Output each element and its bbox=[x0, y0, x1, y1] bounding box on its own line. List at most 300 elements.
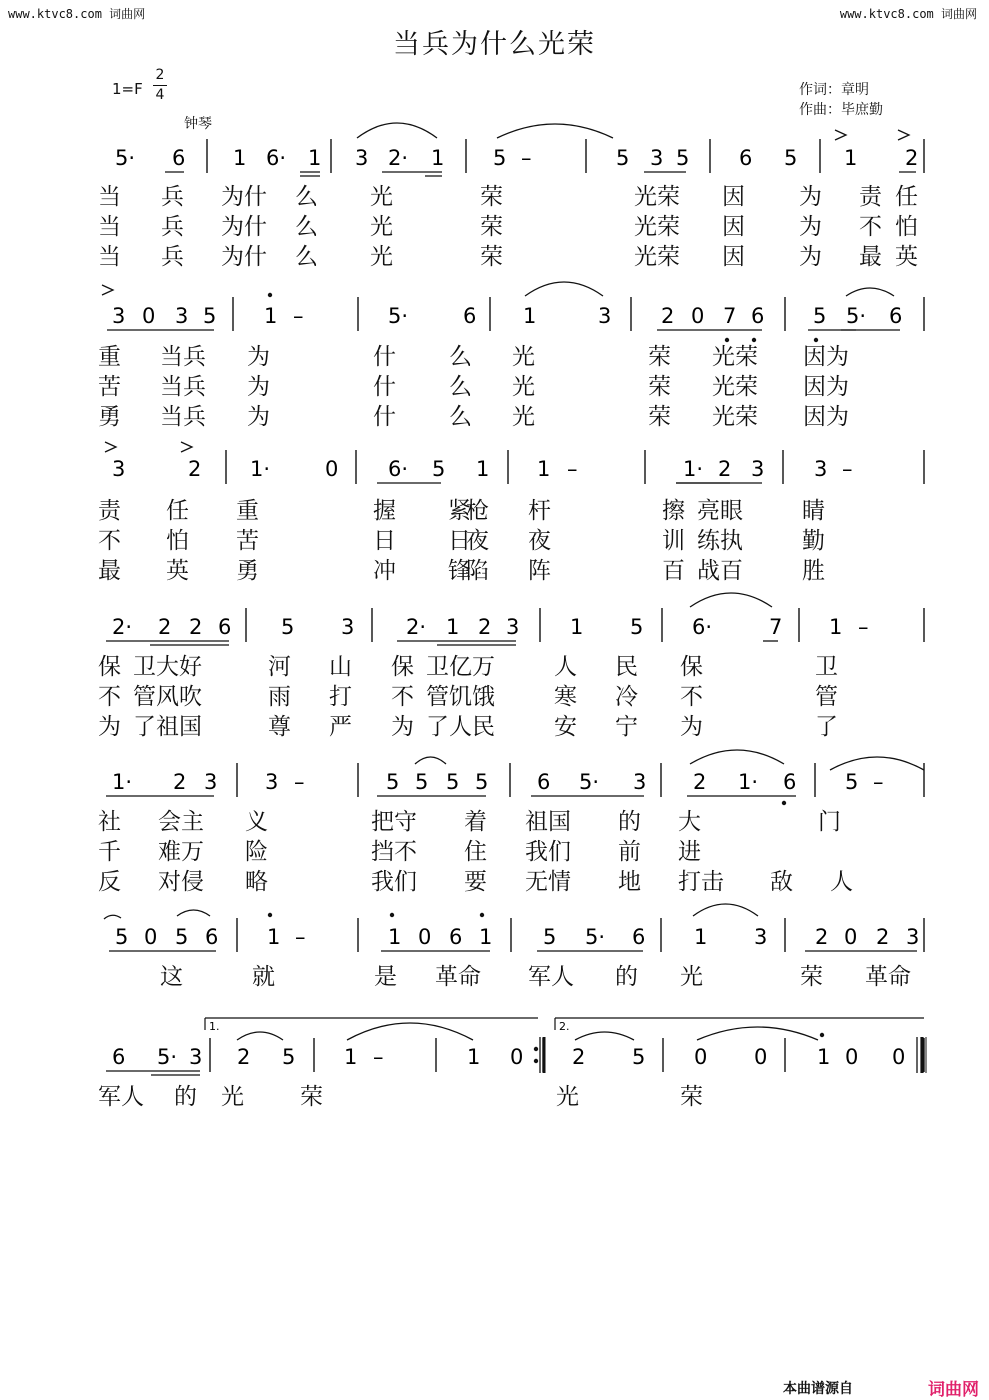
note-4-7: 5 bbox=[446, 770, 460, 794]
note-1-8: 1 bbox=[523, 304, 537, 328]
lyric-4-0-8: 门 bbox=[818, 809, 841, 835]
note-0-11: 3 bbox=[650, 146, 664, 170]
lyric-3-1-2: 雨 bbox=[268, 684, 291, 710]
lyric-0-2-2: 为什 bbox=[221, 244, 267, 270]
lyric-1-2-4: 么 bbox=[449, 404, 472, 430]
lyric-5-0-7: 荣 bbox=[800, 964, 823, 990]
lyric-2-0-4: 紧 bbox=[448, 498, 471, 524]
note-6-2: 3 bbox=[189, 1045, 203, 1069]
note-1-11: 0 bbox=[691, 304, 705, 328]
lyric-4-2-6: 地 bbox=[618, 869, 641, 895]
slur-1-1 bbox=[846, 288, 894, 296]
note-6-13: 1 bbox=[817, 1045, 831, 1069]
lyric-1-0-2: 为 bbox=[247, 344, 270, 370]
note-4-5: 5 bbox=[386, 770, 400, 794]
lyric-0-1-0: 当 bbox=[98, 214, 121, 240]
lyric-1-1-7: 光荣 bbox=[712, 374, 758, 400]
note-5-1: 0 bbox=[144, 925, 158, 949]
lyric-3-0-8: 保 bbox=[680, 654, 703, 680]
lyric-2-1-0: 不 bbox=[98, 528, 121, 554]
lyric-0-1-5: 荣 bbox=[480, 214, 503, 240]
lyric-0-1-4: 光 bbox=[370, 214, 393, 240]
lyric-0-0-6: 光荣 bbox=[634, 184, 680, 210]
note-2-12: 3 bbox=[814, 457, 828, 481]
note-6-8: 0 bbox=[510, 1045, 524, 1069]
lyric-3-2-3: 严 bbox=[329, 714, 352, 740]
lyric-5-0-3: 革命 bbox=[435, 964, 481, 990]
note-5-16: 0 bbox=[844, 925, 858, 949]
lyric-2-0-8: 亮眼 bbox=[697, 498, 743, 524]
lyric-2-1-8: 练执 bbox=[697, 528, 743, 554]
note-0-10: 5 bbox=[616, 146, 630, 170]
note-3-4: 5 bbox=[281, 615, 295, 639]
note-0-0: 5· bbox=[115, 146, 136, 170]
lyric-4-1-2: 险 bbox=[245, 839, 268, 865]
lyric-3-0-2: 河 bbox=[268, 654, 291, 680]
note-5-6: 1 bbox=[388, 925, 402, 949]
lyric-3-0-1: 卫大好 bbox=[133, 654, 202, 680]
lyric-2-1-9: 勤 bbox=[802, 528, 825, 554]
lyric-1-0-0: 重 bbox=[98, 344, 121, 370]
lyric-5-0-4: 军人 bbox=[528, 964, 574, 990]
lyric-0-2-3: 么 bbox=[295, 244, 318, 270]
lyric-4-0-2: 义 bbox=[245, 809, 268, 835]
lyric-0-0-5: 荣 bbox=[480, 184, 503, 210]
note-5-13: 1 bbox=[694, 925, 708, 949]
note-5-11: 5· bbox=[585, 925, 606, 949]
lyric-1-2-8: 因为 bbox=[803, 404, 849, 430]
accent-mark-1 bbox=[898, 130, 909, 140]
lyric-5-0-5: 的 bbox=[615, 964, 638, 990]
lyric-1-2-7: 光荣 bbox=[712, 404, 758, 430]
accent-mark-0 bbox=[835, 130, 846, 140]
note-3-11: 5 bbox=[630, 615, 644, 639]
lyric-1-0-3: 什 bbox=[373, 344, 396, 370]
note-6-14: 0 bbox=[845, 1045, 859, 1069]
lyric-0-2-6: 光荣 bbox=[634, 244, 680, 270]
slur-4-1 bbox=[690, 750, 784, 764]
lyric-3-2-5: 了人民 bbox=[426, 714, 495, 740]
lyric-2-0-7: 擦 bbox=[662, 498, 685, 524]
watermark-right: www.ktvc8.com 词曲网 bbox=[839, 7, 977, 21]
note-0-7: 1 bbox=[431, 146, 445, 170]
lyric-3-1-9: 管 bbox=[815, 684, 838, 710]
lyric-3-1-1: 管风吹 bbox=[133, 684, 202, 710]
slur-0-1 bbox=[497, 124, 613, 138]
lyric-2-0-5: 枪 bbox=[466, 498, 489, 524]
lyric-0-1-7: 因 bbox=[722, 214, 745, 240]
accent-mark-4 bbox=[181, 442, 192, 452]
note-4-2: 3 bbox=[204, 770, 218, 794]
lyric-5-0-2: 是 bbox=[374, 964, 397, 990]
note-4-9: 6 bbox=[537, 770, 551, 794]
lyric-3-2-7: 宁 bbox=[615, 714, 638, 740]
lyric-3-1-5: 管饥饿 bbox=[426, 684, 495, 710]
lyric-1-2-1: 当兵 bbox=[160, 404, 206, 430]
note-2-7: 1 bbox=[537, 457, 551, 481]
slur-5-0 bbox=[177, 910, 210, 916]
note-5-2: 5 bbox=[175, 925, 189, 949]
repeat-dot-bottom bbox=[534, 1059, 538, 1063]
lyric-3-0-4: 保 bbox=[391, 654, 414, 680]
note-4-11: 3 bbox=[633, 770, 647, 794]
lyric-0-1-2: 为什 bbox=[221, 214, 267, 240]
lyric-2-1-6: 夜 bbox=[528, 528, 551, 554]
note-5-18: 3 bbox=[906, 925, 920, 949]
lyric-0-1-6: 光荣 bbox=[634, 214, 680, 240]
note-2-1: 2 bbox=[188, 457, 202, 481]
lyric-0-0-0: 当 bbox=[98, 184, 121, 210]
note-0-13: 6 bbox=[739, 146, 753, 170]
lyric-2-0-6: 杆 bbox=[528, 498, 551, 524]
note-3-3: 6 bbox=[218, 615, 232, 639]
note-1-6: 5· bbox=[388, 304, 409, 328]
octave-dot-high-5-2 bbox=[480, 913, 484, 917]
lyric-4-1-5: 我们 bbox=[525, 839, 571, 865]
lyric-3-0-6: 人 bbox=[554, 654, 577, 680]
lyric-4-2-9: 人 bbox=[830, 869, 853, 895]
tie-start-6 bbox=[104, 915, 121, 919]
lyric-1-1-2: 为 bbox=[247, 374, 270, 400]
lyric-2-2-5: 陷 bbox=[466, 558, 489, 584]
lyric-4-2-4: 要 bbox=[464, 869, 487, 895]
lyric-0-2-4: 光 bbox=[370, 244, 393, 270]
lyric-4-1-4: 住 bbox=[464, 839, 487, 865]
note-2-0: 3 bbox=[112, 457, 126, 481]
lyric-2-2-9: 胜 bbox=[802, 558, 825, 584]
note-1-16: 6 bbox=[889, 304, 903, 328]
lyric-4-1-0: 千 bbox=[98, 839, 121, 865]
lyric-0-0-10: 任 bbox=[895, 184, 918, 210]
note-1-9: 3 bbox=[598, 304, 612, 328]
lyric-0-2-1: 兵 bbox=[161, 244, 184, 270]
note-1-0: 3 bbox=[112, 304, 126, 328]
composer-credit: 作曲：毕庶勤 bbox=[799, 102, 883, 118]
watermark-left: www.ktvc8.com 词曲网 bbox=[8, 7, 146, 21]
lyric-3-0-3: 山 bbox=[329, 654, 352, 680]
lyric-5-0-6: 光 bbox=[680, 964, 703, 990]
note-1-1: 0 bbox=[142, 304, 156, 328]
lyric-2-1-7: 训 bbox=[662, 528, 685, 554]
note-5-3: 6 bbox=[205, 925, 219, 949]
lyric-0-0-9: 责 bbox=[859, 184, 882, 210]
lyric-0-0-3: 么 bbox=[295, 184, 318, 210]
slur-3-0 bbox=[690, 593, 772, 607]
lyric-2-2-7: 百 bbox=[662, 558, 685, 584]
slur-6-1 bbox=[347, 1023, 473, 1040]
note-1-15: 5· bbox=[846, 304, 867, 328]
lyric-0-1-1: 兵 bbox=[161, 214, 184, 240]
note-1-7: 6 bbox=[463, 304, 477, 328]
note-6-0: 6 bbox=[112, 1045, 126, 1069]
lyric-1-1-1: 当兵 bbox=[160, 374, 206, 400]
lyric-4-1-1: 难万 bbox=[158, 839, 204, 865]
slur-0-0 bbox=[357, 123, 437, 138]
note-4-14: 6 bbox=[783, 770, 797, 794]
slur-1-0 bbox=[525, 282, 603, 296]
lyric-1-0-5: 光 bbox=[512, 344, 535, 370]
note-5-4: 1 bbox=[267, 925, 281, 949]
lyric-2-1-5: 夜 bbox=[466, 528, 489, 554]
note-4-12: 2 bbox=[693, 770, 707, 794]
note-3-10: 1 bbox=[570, 615, 584, 639]
note-5-17: 2 bbox=[876, 925, 890, 949]
lyric-5-0-0: 这 bbox=[160, 964, 183, 990]
lyric-3-2-6: 安 bbox=[554, 714, 577, 740]
note-6-6: – bbox=[373, 1045, 384, 1069]
note-1-14: 5 bbox=[813, 304, 827, 328]
lyric-2-2-6: 阵 bbox=[528, 558, 551, 584]
note-2-5: 5 bbox=[432, 457, 446, 481]
lyric-2-1-2: 苦 bbox=[236, 528, 259, 554]
repeat-dot-top bbox=[534, 1047, 538, 1051]
lyric-6-0-0: 军人 bbox=[98, 1084, 144, 1110]
lyric-0-2-8: 为 bbox=[799, 244, 822, 270]
lyric-2-1-3: 日 bbox=[373, 528, 396, 554]
note-2-6: 1 bbox=[476, 457, 490, 481]
time-signature-top: 2 bbox=[155, 67, 165, 83]
lyric-1-2-3: 什 bbox=[373, 404, 396, 430]
lyric-3-0-0: 保 bbox=[98, 654, 121, 680]
lyric-1-2-2: 为 bbox=[247, 404, 270, 430]
lyric-4-2-5: 无情 bbox=[525, 869, 571, 895]
lyric-2-0-9: 睛 bbox=[802, 498, 825, 524]
note-3-5: 3 bbox=[341, 615, 355, 639]
note-0-1: 6 bbox=[172, 146, 186, 170]
lyric-4-0-5: 祖国 bbox=[525, 809, 571, 835]
lyric-4-2-0: 反 bbox=[98, 869, 121, 895]
note-6-4: 5 bbox=[282, 1045, 296, 1069]
note-5-5: – bbox=[295, 925, 306, 949]
lyric-1-2-0: 勇 bbox=[98, 404, 121, 430]
note-4-3: 3 bbox=[265, 770, 279, 794]
note-2-11: 3 bbox=[751, 457, 765, 481]
lyric-6-0-3: 荣 bbox=[300, 1084, 323, 1110]
note-4-4: – bbox=[294, 770, 305, 794]
octave-dot-high-5-0 bbox=[268, 913, 272, 917]
lyric-2-2-1: 英 bbox=[166, 558, 189, 584]
lyric-0-2-9: 最 bbox=[859, 244, 882, 270]
note-0-16: 2 bbox=[905, 146, 919, 170]
note-0-4: 1 bbox=[308, 146, 322, 170]
lyric-5-0-1: 就 bbox=[252, 964, 275, 990]
note-5-15: 2 bbox=[815, 925, 829, 949]
note-3-2: 2 bbox=[189, 615, 203, 639]
lyric-0-2-5: 荣 bbox=[480, 244, 503, 270]
lyric-1-0-7: 光荣 bbox=[712, 344, 758, 370]
lyric-2-1-1: 怕 bbox=[166, 528, 189, 554]
lyric-1-0-6: 荣 bbox=[648, 344, 671, 370]
lyric-2-2-2: 勇 bbox=[236, 558, 259, 584]
lyric-1-0-1: 当兵 bbox=[160, 344, 206, 370]
lyric-0-0-4: 光 bbox=[370, 184, 393, 210]
lyric-1-0-8: 因为 bbox=[803, 344, 849, 370]
note-4-16: – bbox=[873, 770, 884, 794]
accent-mark-3 bbox=[105, 442, 116, 452]
note-5-9: 1 bbox=[479, 925, 493, 949]
note-0-15: 1 bbox=[844, 146, 858, 170]
note-6-15: 0 bbox=[892, 1045, 906, 1069]
lyric-3-2-1: 了祖国 bbox=[133, 714, 202, 740]
slur-4-0 bbox=[415, 757, 446, 764]
accent-mark-2 bbox=[102, 285, 113, 295]
note-6-10: 5 bbox=[632, 1045, 646, 1069]
page-title: 当兵为什么光荣 bbox=[393, 29, 596, 60]
lyric-1-2-5: 光 bbox=[512, 404, 535, 430]
note-4-8: 5 bbox=[475, 770, 489, 794]
lyric-0-2-10: 英 bbox=[895, 244, 918, 270]
note-6-11: 0 bbox=[694, 1045, 708, 1069]
note-2-2: 1· bbox=[250, 457, 271, 481]
note-5-7: 0 bbox=[418, 925, 432, 949]
note-4-10: 5· bbox=[579, 770, 600, 794]
note-6-9: 2 bbox=[572, 1045, 586, 1069]
lyric-1-0-4: 么 bbox=[449, 344, 472, 370]
octave-dot-high-1-0 bbox=[268, 293, 272, 297]
note-5-12: 6 bbox=[632, 925, 646, 949]
note-0-5: 3 bbox=[355, 146, 369, 170]
note-3-0: 2· bbox=[112, 615, 133, 639]
note-4-6: 5 bbox=[415, 770, 429, 794]
note-1-3: 5 bbox=[203, 304, 217, 328]
lyric-2-1-4: 日 bbox=[448, 528, 471, 554]
lyric-0-0-7: 因 bbox=[722, 184, 745, 210]
lyric-5-0-8: 革命 bbox=[865, 964, 911, 990]
note-5-10: 5 bbox=[543, 925, 557, 949]
lyric-3-1-3: 打 bbox=[329, 684, 352, 710]
lyric-2-2-8: 战百 bbox=[697, 558, 743, 584]
lyric-3-2-4: 为 bbox=[391, 714, 414, 740]
lyric-4-1-6: 前 bbox=[618, 839, 641, 865]
lyric-1-1-3: 什 bbox=[373, 374, 396, 400]
lyric-2-2-0: 最 bbox=[98, 558, 121, 584]
lyric-4-0-4: 着 bbox=[464, 809, 487, 835]
note-2-8: – bbox=[567, 457, 578, 481]
lyric-6-0-2: 光 bbox=[221, 1084, 244, 1110]
slur-6-0 bbox=[237, 1032, 283, 1040]
slur-6-2 bbox=[575, 1032, 634, 1040]
lyric-2-2-3: 冲 bbox=[373, 558, 396, 584]
lyric-2-2-4: 锋 bbox=[448, 558, 471, 584]
note-3-6: 2· bbox=[406, 615, 427, 639]
lyric-0-1-9: 不 bbox=[859, 214, 882, 240]
lyric-3-2-9: 了 bbox=[815, 714, 838, 740]
lyric-3-2-2: 尊 bbox=[268, 714, 291, 740]
footer-source: 本曲谱源自 bbox=[783, 1381, 853, 1397]
lyric-3-1-6: 寒 bbox=[554, 684, 577, 710]
lyric-4-2-2: 略 bbox=[245, 869, 268, 895]
lyric-0-0-8: 为 bbox=[799, 184, 822, 210]
volta-1-label: 1. bbox=[209, 1020, 220, 1033]
lyric-1-2-6: 荣 bbox=[648, 404, 671, 430]
lyric-6-0-5: 荣 bbox=[680, 1084, 703, 1110]
lyric-4-2-7: 打击 bbox=[678, 869, 724, 895]
note-1-4: 1 bbox=[264, 304, 278, 328]
lyric-6-0-4: 光 bbox=[556, 1084, 579, 1110]
note-0-3: 6· bbox=[266, 146, 287, 170]
lyric-4-0-7: 大 bbox=[678, 809, 701, 835]
note-6-12: 0 bbox=[754, 1045, 768, 1069]
lyric-1-1-6: 荣 bbox=[648, 374, 671, 400]
note-6-3: 2 bbox=[237, 1045, 251, 1069]
note-4-15: 5 bbox=[845, 770, 859, 794]
lyric-3-1-4: 不 bbox=[391, 684, 414, 710]
lyric-4-0-6: 的 bbox=[618, 809, 641, 835]
note-1-5: – bbox=[293, 304, 304, 328]
note-0-9: – bbox=[521, 146, 532, 170]
lyric-0-0-2: 为什 bbox=[221, 184, 267, 210]
note-5-0: 5 bbox=[115, 925, 129, 949]
note-1-10: 2 bbox=[661, 304, 675, 328]
note-0-14: 5 bbox=[784, 146, 798, 170]
octave-dot-high-6-0 bbox=[820, 1033, 824, 1037]
lyric-4-1-7: 进 bbox=[678, 839, 701, 865]
lyric-4-1-3: 挡不 bbox=[371, 839, 417, 865]
lyric-3-0-9: 卫 bbox=[815, 654, 838, 680]
slur-4-2 bbox=[830, 757, 924, 770]
lyric-2-0-0: 责 bbox=[98, 498, 121, 524]
lyric-4-0-1: 会主 bbox=[158, 809, 204, 835]
note-3-9: 3 bbox=[506, 615, 520, 639]
note-4-13: 1· bbox=[738, 770, 759, 794]
lyric-2-0-1: 任 bbox=[166, 498, 189, 524]
note-3-7: 1 bbox=[446, 615, 460, 639]
note-3-14: 1 bbox=[829, 615, 843, 639]
note-6-5: 1 bbox=[344, 1045, 358, 1069]
note-0-12: 5 bbox=[676, 146, 690, 170]
note-2-10: 2 bbox=[718, 457, 732, 481]
note-2-9: 1· bbox=[683, 457, 704, 481]
lyric-0-2-0: 当 bbox=[98, 244, 121, 270]
note-3-8: 2 bbox=[478, 615, 492, 639]
lyric-4-2-1: 对侵 bbox=[158, 869, 204, 895]
lyricist-credit: 作词：章明 bbox=[799, 82, 869, 98]
time-signature-bottom: 4 bbox=[155, 87, 165, 103]
slur-5-1 bbox=[693, 904, 758, 916]
lyric-0-1-8: 为 bbox=[799, 214, 822, 240]
lyric-3-1-8: 不 bbox=[680, 684, 703, 710]
lyric-1-1-4: 么 bbox=[449, 374, 472, 400]
note-0-2: 1 bbox=[233, 146, 247, 170]
lyric-3-0-7: 民 bbox=[615, 654, 638, 680]
lyric-3-1-7: 冷 bbox=[615, 684, 638, 710]
note-2-13: – bbox=[842, 457, 853, 481]
octave-dot-high-5-1 bbox=[390, 913, 394, 917]
lyric-1-1-5: 光 bbox=[512, 374, 535, 400]
key-signature: 1=F bbox=[112, 80, 143, 98]
lyric-4-2-8: 敌 bbox=[770, 869, 793, 895]
lyric-3-0-5: 卫亿万 bbox=[426, 654, 495, 680]
lyric-4-0-3: 把守 bbox=[371, 809, 417, 835]
lyric-1-1-0: 苦 bbox=[98, 374, 121, 400]
lyric-6-0-1: 的 bbox=[174, 1084, 197, 1110]
note-4-1: 2 bbox=[173, 770, 187, 794]
note-6-7: 1 bbox=[467, 1045, 481, 1069]
note-5-14: 3 bbox=[754, 925, 768, 949]
lyric-2-0-2: 重 bbox=[236, 498, 259, 524]
lyric-3-1-0: 不 bbox=[98, 684, 121, 710]
lyric-3-2-0: 为 bbox=[98, 714, 121, 740]
note-3-12: 6· bbox=[692, 615, 713, 639]
volta-2-label: 2. bbox=[559, 1020, 570, 1033]
instrument-label: 钟琴 bbox=[184, 116, 212, 132]
note-3-13: 7 bbox=[769, 615, 783, 639]
note-1-12: 7 bbox=[723, 304, 737, 328]
note-0-8: 5 bbox=[493, 146, 507, 170]
slur-6-3 bbox=[697, 1027, 818, 1040]
lyric-4-2-3: 我们 bbox=[371, 869, 417, 895]
lyric-0-1-10: 怕 bbox=[895, 214, 918, 240]
